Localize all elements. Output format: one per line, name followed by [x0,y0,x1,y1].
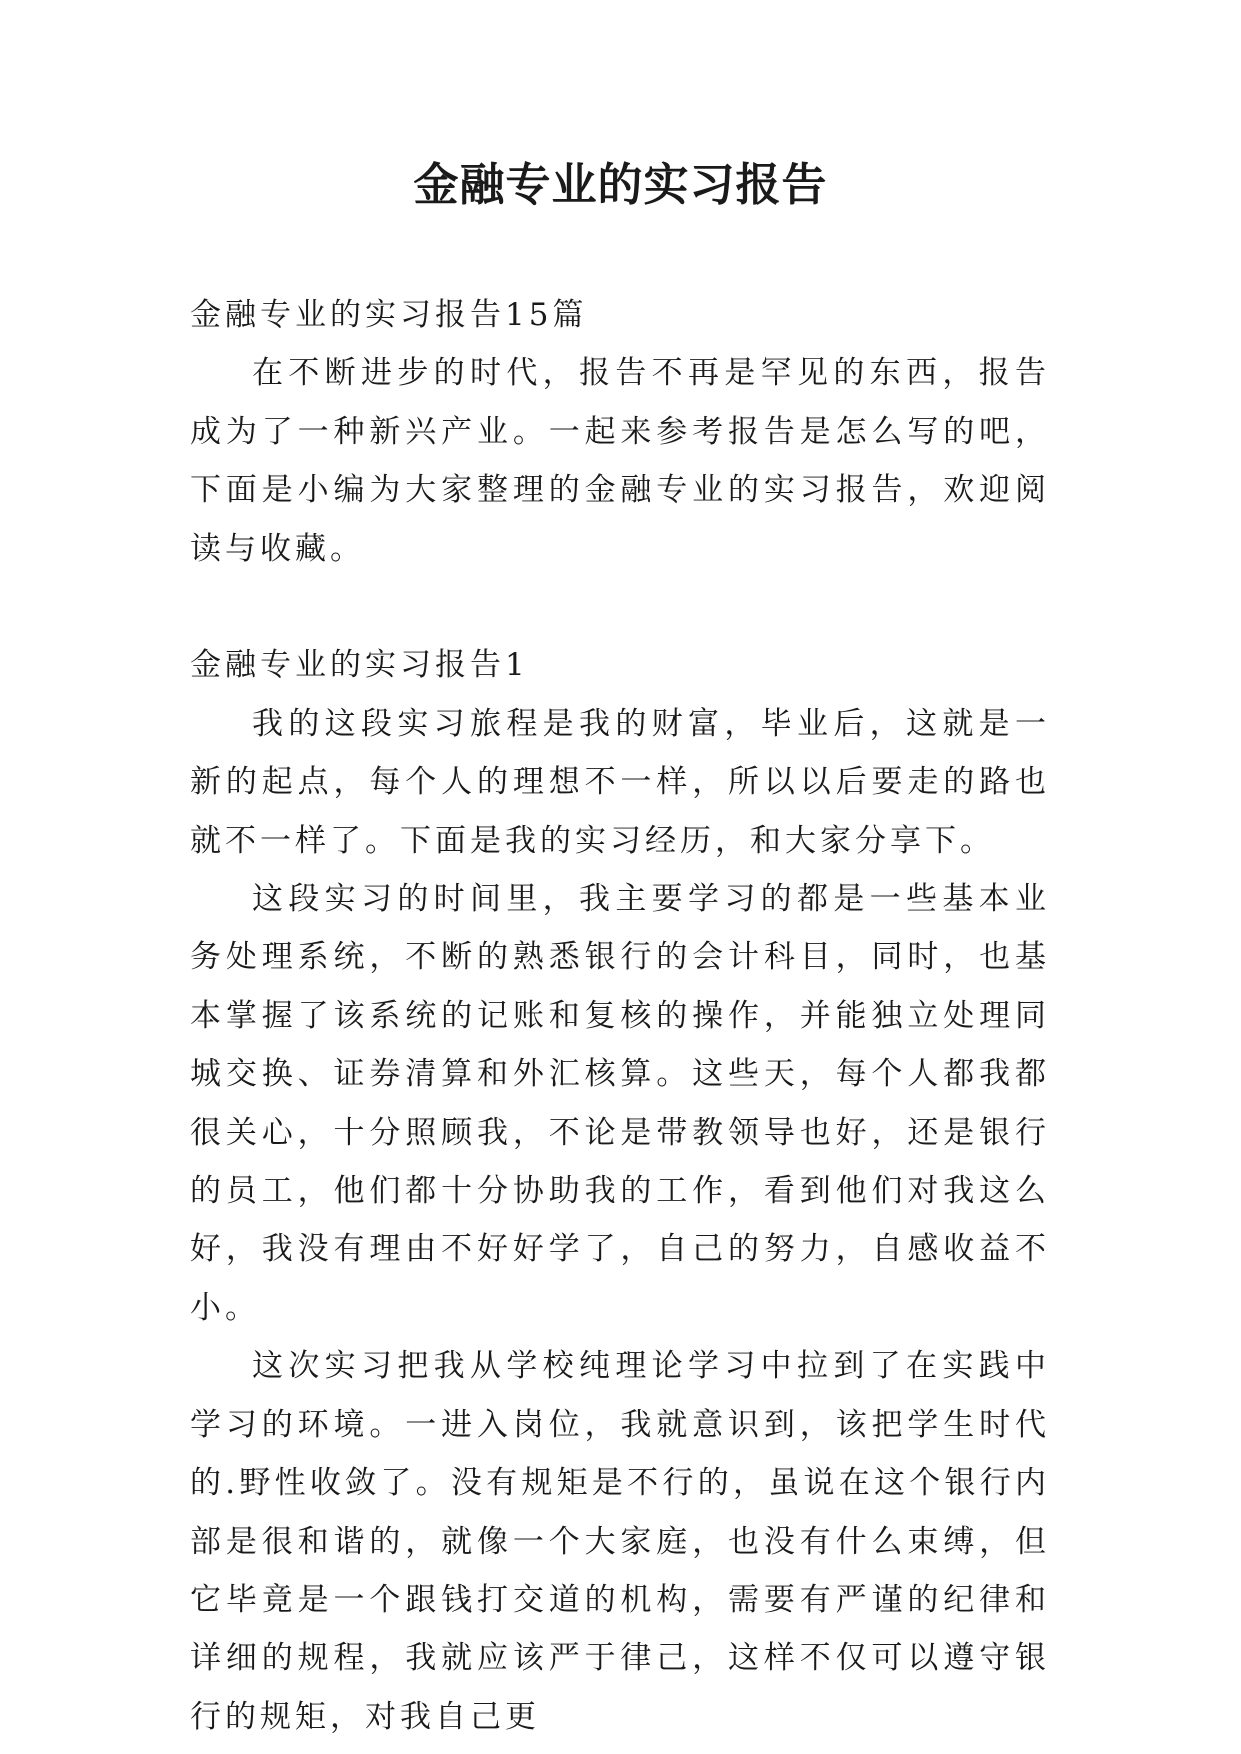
collection-subtitle: 金融专业的实习报告15篇 [190,297,588,333]
section-spacer [190,578,1050,636]
section-paragraph-2: 这段实习的时间里，我主要学习的都是一些基本业务处理系统，不断的熟悉银行的会计科目，同时，也基本掌握了该系统的记账和复核的操作，并能独立处理同城交换、证券清算和外汇核算。这些天，每个人都我都很关心，十分照顾我，不论是带教领导也好，还是银行的员工，他们都十分协助我的工作，看到他们对我这么好，我没有理由不好好学了，自己的努力，自感收益不小。 [190,881,1050,1326]
document-title: 金融专业的实习报告 [413,158,828,211]
document-body [190,286,1050,1746]
section-heading: 金融专业的实习报告1 [190,647,529,684]
section-paragraph-1: 我的这段实习旅程是我的财富，毕业后，这就是一新的起点，每个人的理想不一样，所以以后要走的路也就不一样了。下面是我的实习经历，和大家分享下。 [190,705,1050,859]
section-paragraph-3: 这次实习把我从学校纯理论学习中拉到了在实践中学习的环境。一进入岗位，我就意识到，该把学生时代的.野性收敛了。没有规矩是不行的，虽说在这个银行内部是很和谐的，就像一个大家庭，也没有什么束缚，但它毕竟是一个跟钱打交道的机构，需要有严谨的纪律和详细的规程，我就应该严于律己，这样不仅可以遵守银行的规矩，对我自己更 [190,1348,1050,1735]
intro-paragraph: 在不断进步的时代，报告不再是罕见的东西，报告成为了一种新兴产业。一起来参考报告是怎么写的吧，下面是小编为大家整理的金融专业的实习报告，欢迎阅读与收藏。 [190,355,1050,567]
